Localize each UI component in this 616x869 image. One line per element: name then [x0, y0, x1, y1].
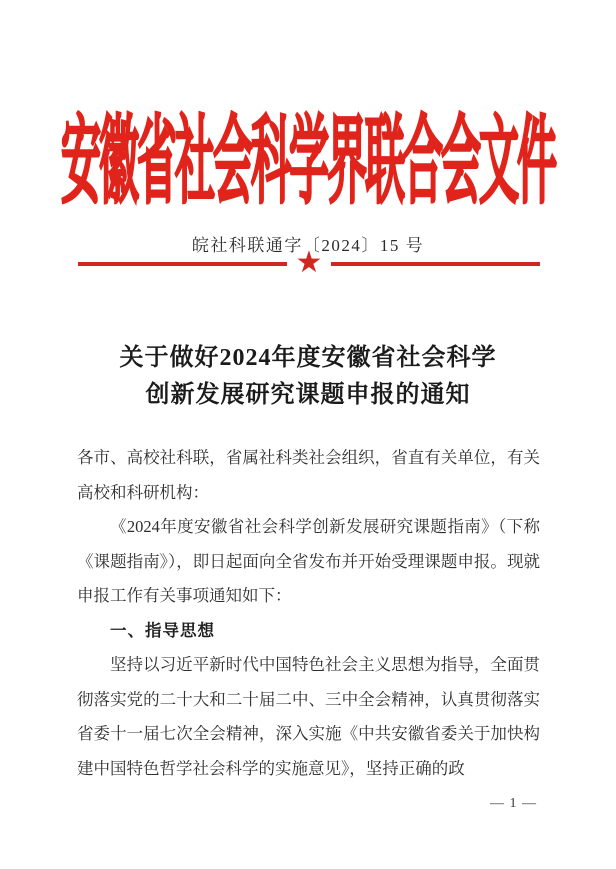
- intro-paragraph: 《2024年度安徽省社会科学创新发展研究课题指南》（下称《课题指南》），即日起面向全省发布并开始受理课题申报。现就申报工作有关事项通知如下：: [77, 517, 540, 605]
- red-divider-rule: [78, 246, 540, 279]
- notice-title: [0, 340, 616, 414]
- notice-title-line2: 创新发展研究课题申报的通知: [145, 382, 471, 408]
- salutation: 各市、高校社科联，省属社科类社会组织，省直有关单位，有关高校和科研机构：: [77, 448, 540, 502]
- page-number: — 1 —: [490, 796, 537, 811]
- letterhead-title: 安徽省社会科学界联合会文件: [61, 107, 555, 216]
- document-body: [77, 441, 540, 786]
- star-icon: ★: [295, 246, 323, 279]
- letterhead-banner: [0, 96, 616, 216]
- section1-paragraph: 坚持以习近平新时代中国特色社会主义思想为指导，全面贯彻落实党的二十大和二十届二中、三中全会精神，认真贯彻落实省委十一届七次全会精神，深入实施《中共安徽省委关于加快构建中国特色哲学社会科学的实施意见》，坚持正确的政: [77, 655, 540, 778]
- rule-right-segment: [331, 262, 540, 266]
- document-number: 皖社科联通字〔2024〕15 号: [191, 236, 425, 255]
- notice-title-line1: 关于做好2024年度安徽省社会科学: [119, 345, 497, 371]
- rule-left-segment: [78, 262, 287, 266]
- section1-heading: 一、指导思想: [110, 621, 215, 640]
